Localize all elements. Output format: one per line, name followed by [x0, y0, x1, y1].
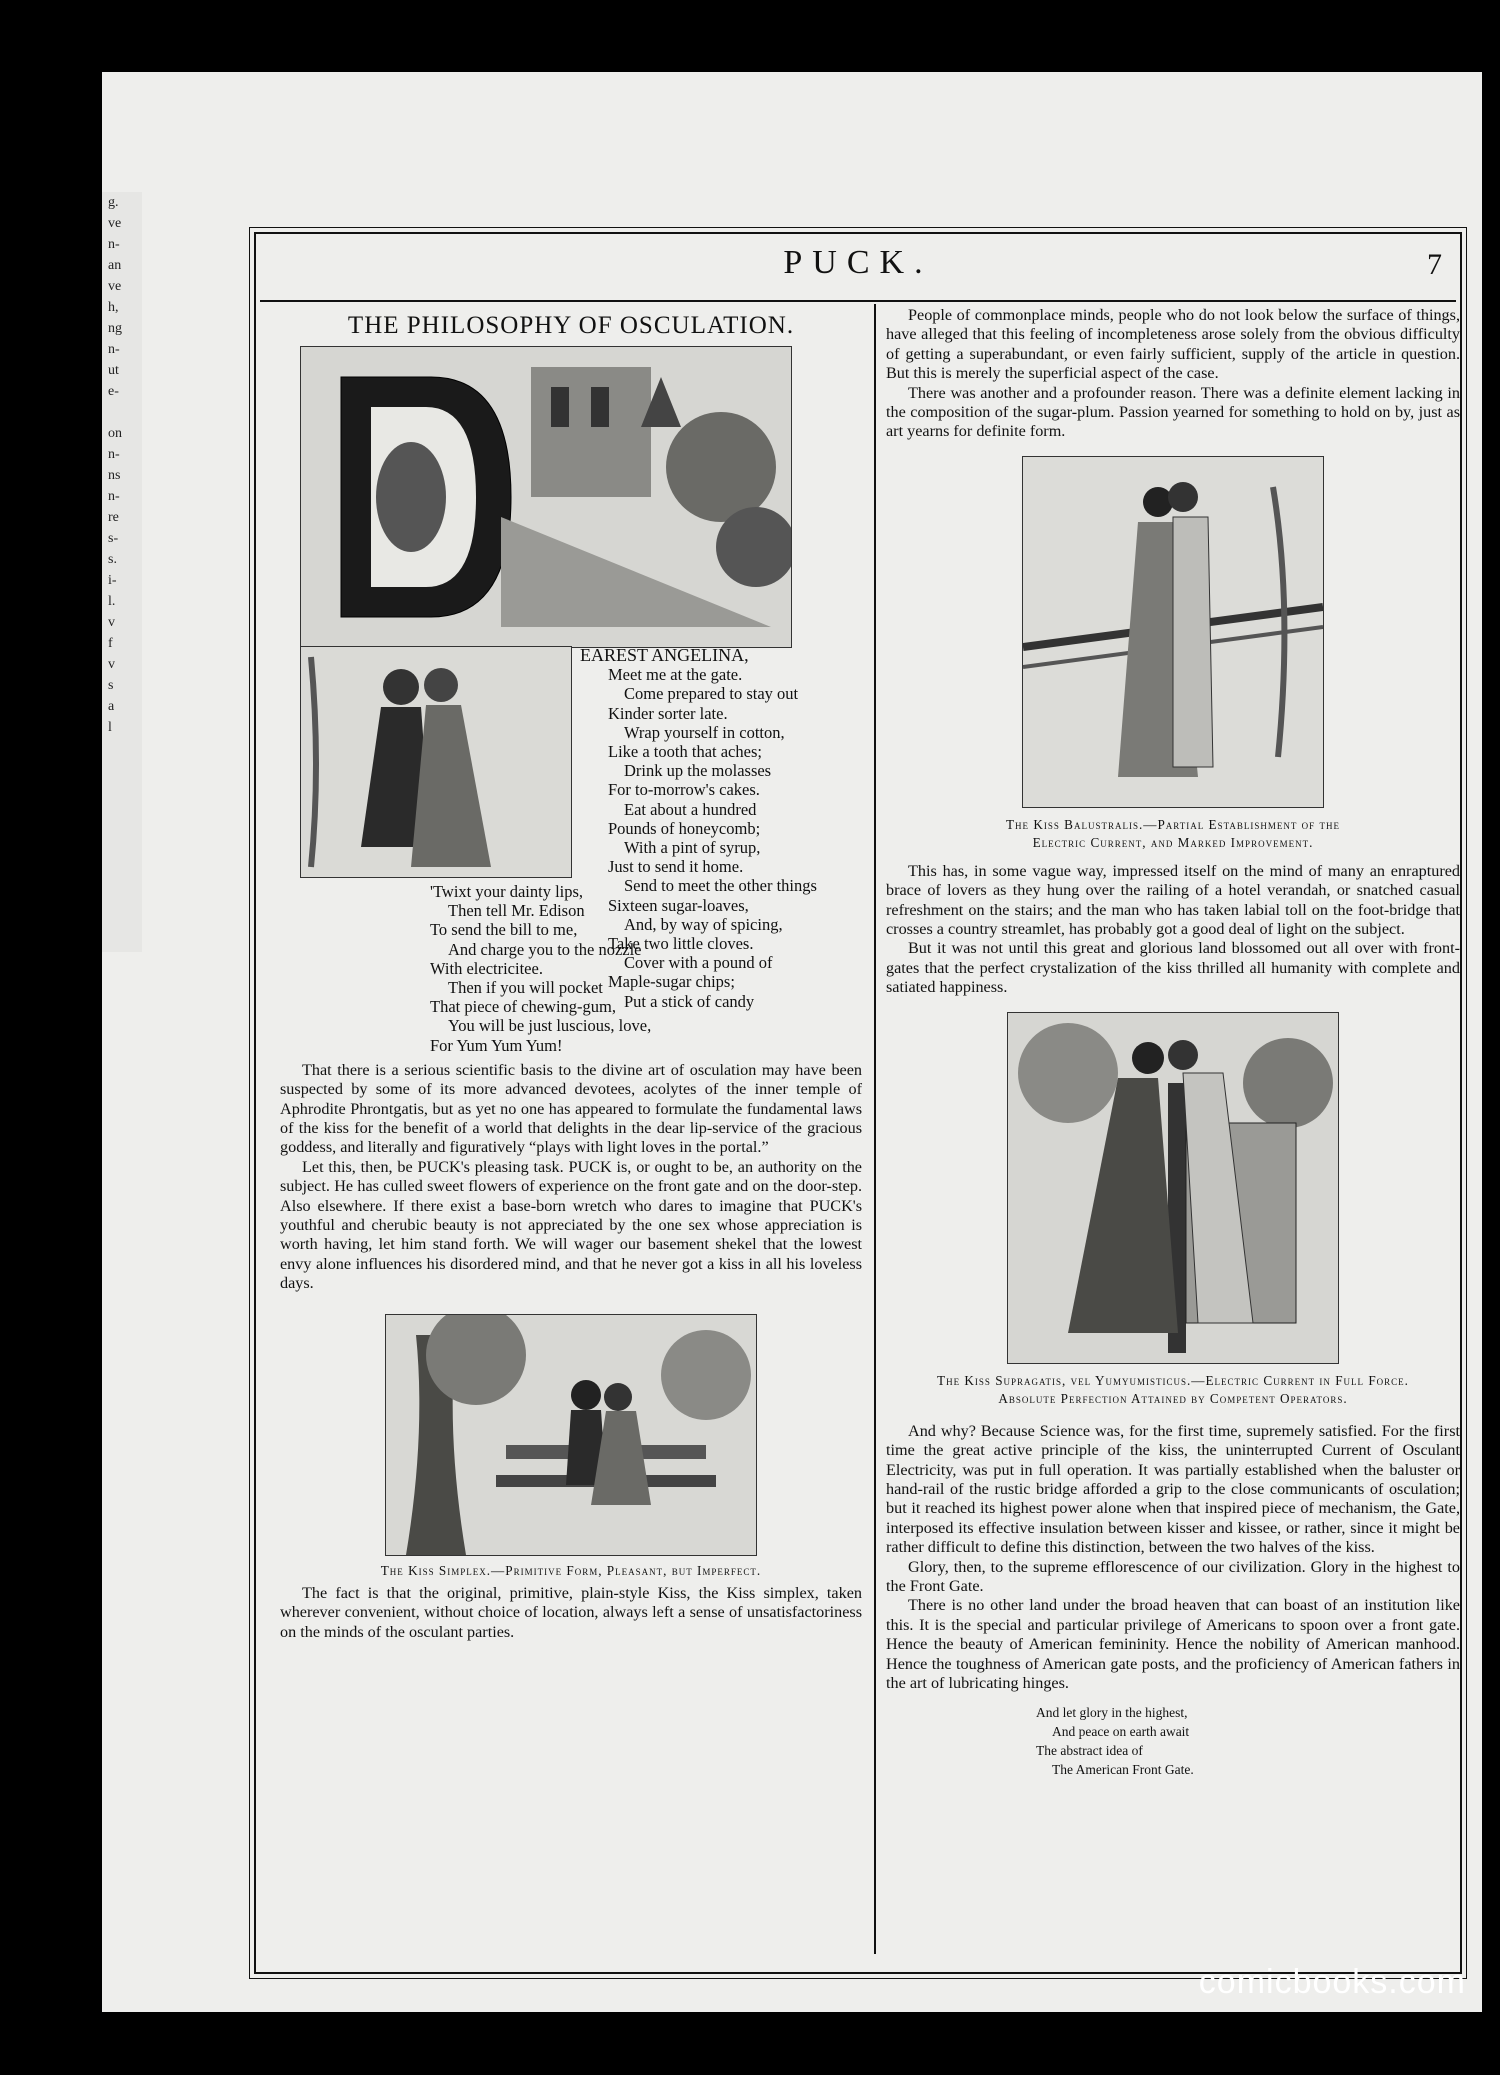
paragraph: That there is a serious scientific basis to the divine art of osculation may have been suspected by some of its more advanced devotees, acolytes of the inner temple of Aphrodite Phrontgatis, but as yet no one has appeared to formulate the fundamental laws of the kiss for the benefit of a world that delights in the dear lip-service of the gracious goddess, and literally and figuratively “plays with light loves in the portal.”	[280, 1060, 862, 1157]
poem-line: Wrap yourself in cotton,	[624, 722, 785, 742]
poem-line: Like a tooth that aches;	[608, 742, 762, 762]
paragraph: There is no other land under the broad heaven that can boast of an institution like this. It is the special and particular privilege of Americans to spoon over a front gate. Hence the beauty of American femininity. Hence the nobility of American manhood. Hence the toughness of American gate posts, and the proficiency of American fathers in the art of lubricating hinges.	[886, 1596, 1460, 1692]
magazine-title: PUCK.	[783, 244, 933, 281]
poem-line: For to-morrow's cakes.	[608, 780, 760, 800]
poem-line: Come prepared to stay out	[624, 684, 799, 704]
poem-line: Sixteen sugar-loaves,	[608, 895, 749, 915]
verse-line: The American Front Gate.	[1052, 1762, 1194, 1778]
paragraph: There was another and a profounder reason. There was a definite element lacking in the composition of the sugar-plum. Passion yearned for something to hold on by, just as art yearns for definite form.	[886, 383, 1460, 441]
poem-line: EAREST ANGELINA,	[580, 645, 749, 665]
poem-line: Meet me at the gate.	[608, 665, 743, 685]
edge-fragment: ve	[108, 279, 122, 294]
poem-line: Then if you will pocket	[448, 978, 603, 998]
poem-line: You will be just luscious, love,	[448, 1016, 652, 1036]
paragraph: And why? Because Science was, for the first time, supremely satisfied. For the first time the great active principle of the kiss, the uninterrupted Current of Osculant Electricity, was put in full operation. It was partially established when the baluster or hand-rail of the rustic bridge afforded a grip to the close communicants of osculation; but it reached its highest power alone when that inspired piece of mechanism, the Gate, interposed its effective insulation between kisser and kissee, or rather, since it might be rather difficult to define this distinction, between the two halves of the kiss.	[886, 1421, 1460, 1557]
caption-kiss-supragatis-line1: The Kiss Supragatis, vel Yumyumisticus.—Electric Current in Full Force.	[937, 1372, 1409, 1388]
poem-line: 'Twixt your dainty lips,	[430, 882, 584, 901]
edge-fragment: v	[108, 615, 115, 630]
column-divider	[874, 304, 876, 1954]
edge-fragment: n-	[108, 237, 120, 252]
poem-line: Put a stick of candy	[624, 991, 755, 1011]
caption-kiss-balustralis-line2: Electric Current, and Marked Improvement.	[1032, 834, 1314, 850]
edge-fragment: n-	[108, 447, 120, 462]
edge-fragment: a	[108, 699, 115, 714]
page-number: 7	[1427, 248, 1442, 281]
edge-fragment: i-	[108, 573, 117, 588]
verse-line: And let glory in the highest,	[1036, 1705, 1188, 1721]
left-column	[280, 306, 862, 1642]
paragraph: This has, in some vague way, impressed itself on the mind of many an enraptured brace of lovers as they hung over the railing of a hotel verandah, or snatched casual refreshment on the stairs; and the man who has taken labial toll on the foot-bridge that crosses a country streamlet, has probably got a good deal of light on the subject.	[886, 861, 1460, 939]
paragraph: People of commonplace minds, people who do not look below the surface of things, have alleged that this feeling of incompleteness arose solely from the obvious difficulty of getting a superabundant, or even fairly sufficient, supply of the article in question. But this is merely the superficial aspect of the case.	[886, 306, 1460, 383]
poem-line: Eat about a hundred	[624, 799, 757, 819]
edge-fragment: s	[108, 678, 114, 693]
edge-fragment	[102, 402, 142, 423]
edge-fragment: an	[108, 258, 122, 273]
courting-couple-illustration	[300, 646, 572, 878]
poem-line: To send the bill to me,	[430, 920, 578, 940]
right-paragraphs-bottom	[886, 1422, 1460, 1694]
poem-line: And charge you to the nozzle	[448, 939, 642, 959]
edge-fragment: ns	[108, 468, 121, 483]
paragraph: But it was not until this great and glorious land blossomed out all over with front-gates that the perfect crystalization of the kiss thrilled all humanity with complete and satiated happiness.	[886, 939, 1460, 997]
left-paragraphs	[280, 1061, 862, 1294]
drop-cap-illustration	[300, 346, 792, 648]
edge-fragment: s.	[108, 552, 117, 567]
caption-kiss-supragatis-line2: Absolute Perfection Attained by Competent Operators.	[998, 1390, 1348, 1406]
edge-fragment: g.	[108, 195, 119, 210]
kiss-supragatis-illustration	[1007, 1012, 1339, 1364]
poem-upper	[580, 646, 817, 1011]
edge-fragment: l	[108, 720, 112, 735]
edge-fragment: n-	[108, 342, 120, 357]
kiss-balustralis-illustration	[1022, 456, 1324, 808]
caption-kiss-simplex: The Kiss Simplex.—Primitive Form, Pleasant, but Imperfect.	[380, 1562, 762, 1578]
right-paragraphs-mid	[886, 862, 1460, 998]
poem-line: And, by way of spicing,	[624, 914, 783, 934]
poem-line: Take two little cloves.	[608, 934, 754, 954]
caption-kiss-balustralis-line1: The Kiss Balustralis.—Partial Establishment of the	[1006, 816, 1340, 832]
closing-verse	[1036, 1703, 1460, 1779]
right-paragraphs-top	[886, 306, 1460, 442]
kiss-simplex-illustration	[385, 1314, 757, 1556]
poem-line: That piece of chewing-gum,	[430, 997, 617, 1017]
edge-fragment: h,	[108, 300, 119, 315]
edge-fragment: s-	[108, 531, 119, 546]
right-column	[886, 306, 1460, 1779]
edge-fragment: ut	[108, 363, 119, 378]
page-frame	[254, 232, 1462, 1974]
poem-line: With electricitee.	[430, 958, 543, 978]
edge-fragment: ve	[108, 216, 122, 231]
paragraph: Glory, then, to the supreme efflorescence of our civilization. Glory in the highest to the Front Gate.	[886, 1557, 1460, 1595]
poem-line: Maple-sugar chips;	[608, 972, 735, 992]
poem-line: Drink up the molasses	[624, 761, 772, 781]
poem-line: For Yum Yum Yum!	[430, 1035, 563, 1055]
verse-line: And peace on earth await	[1052, 1724, 1190, 1740]
edge-fragment: l.	[108, 594, 116, 609]
edge-fragment: ng	[108, 321, 122, 336]
header-rule	[260, 300, 1456, 302]
source-watermark: comicbooks.com	[1198, 1963, 1466, 2001]
verse-line: The abstract idea of	[1036, 1743, 1143, 1759]
edge-fragment: on	[108, 426, 122, 441]
article-title: THE PHILOSOPHY OF OSCULATION.	[347, 312, 795, 339]
edge-fragment: f	[108, 636, 113, 651]
magazine-page	[102, 72, 1482, 2012]
poem-line: Just to send it home.	[608, 857, 744, 877]
edge-fragment: e-	[108, 384, 119, 399]
paragraph-kiss-simplex: The fact is that the original, primitive, plain-style Kiss, the Kiss simplex, taken wherever convenient, without choice of location, always left a sense of unsatisfactoriness on the minds of the osculant parties.	[280, 1583, 862, 1641]
paragraph: Let this, then, be PUCK's pleasing task. PUCK is, or ought to be, an authority on the subject. He has culled sweet flowers of experience on the front gate and on the door-step. Also elsewhere. If there exist a base-born wretch who dares to imagine that PUCK's youthful and cherubic beauty is not appreciated by the one sex whose appreciation is worth having, let him stand forth. We will wager our basement shekel that the lowest envy alone influences his disordered mind, and that he never got a kiss in all his loveless days.	[280, 1157, 862, 1293]
edge-fragment: re	[108, 510, 119, 525]
poem-line: Pounds of honeycomb;	[608, 818, 761, 838]
poem-line: Then tell Mr. Edison	[448, 901, 585, 921]
poem-line: With a pint of syrup,	[624, 838, 761, 858]
edge-fragment: n-	[108, 489, 120, 504]
edge-fragment: v	[108, 657, 115, 672]
poem-line: Send to meet the other things	[624, 876, 817, 896]
previous-page-edge	[102, 192, 142, 952]
poem-line: Kinder sorter late.	[608, 703, 728, 723]
poem-line: Cover with a pound of	[624, 953, 773, 973]
